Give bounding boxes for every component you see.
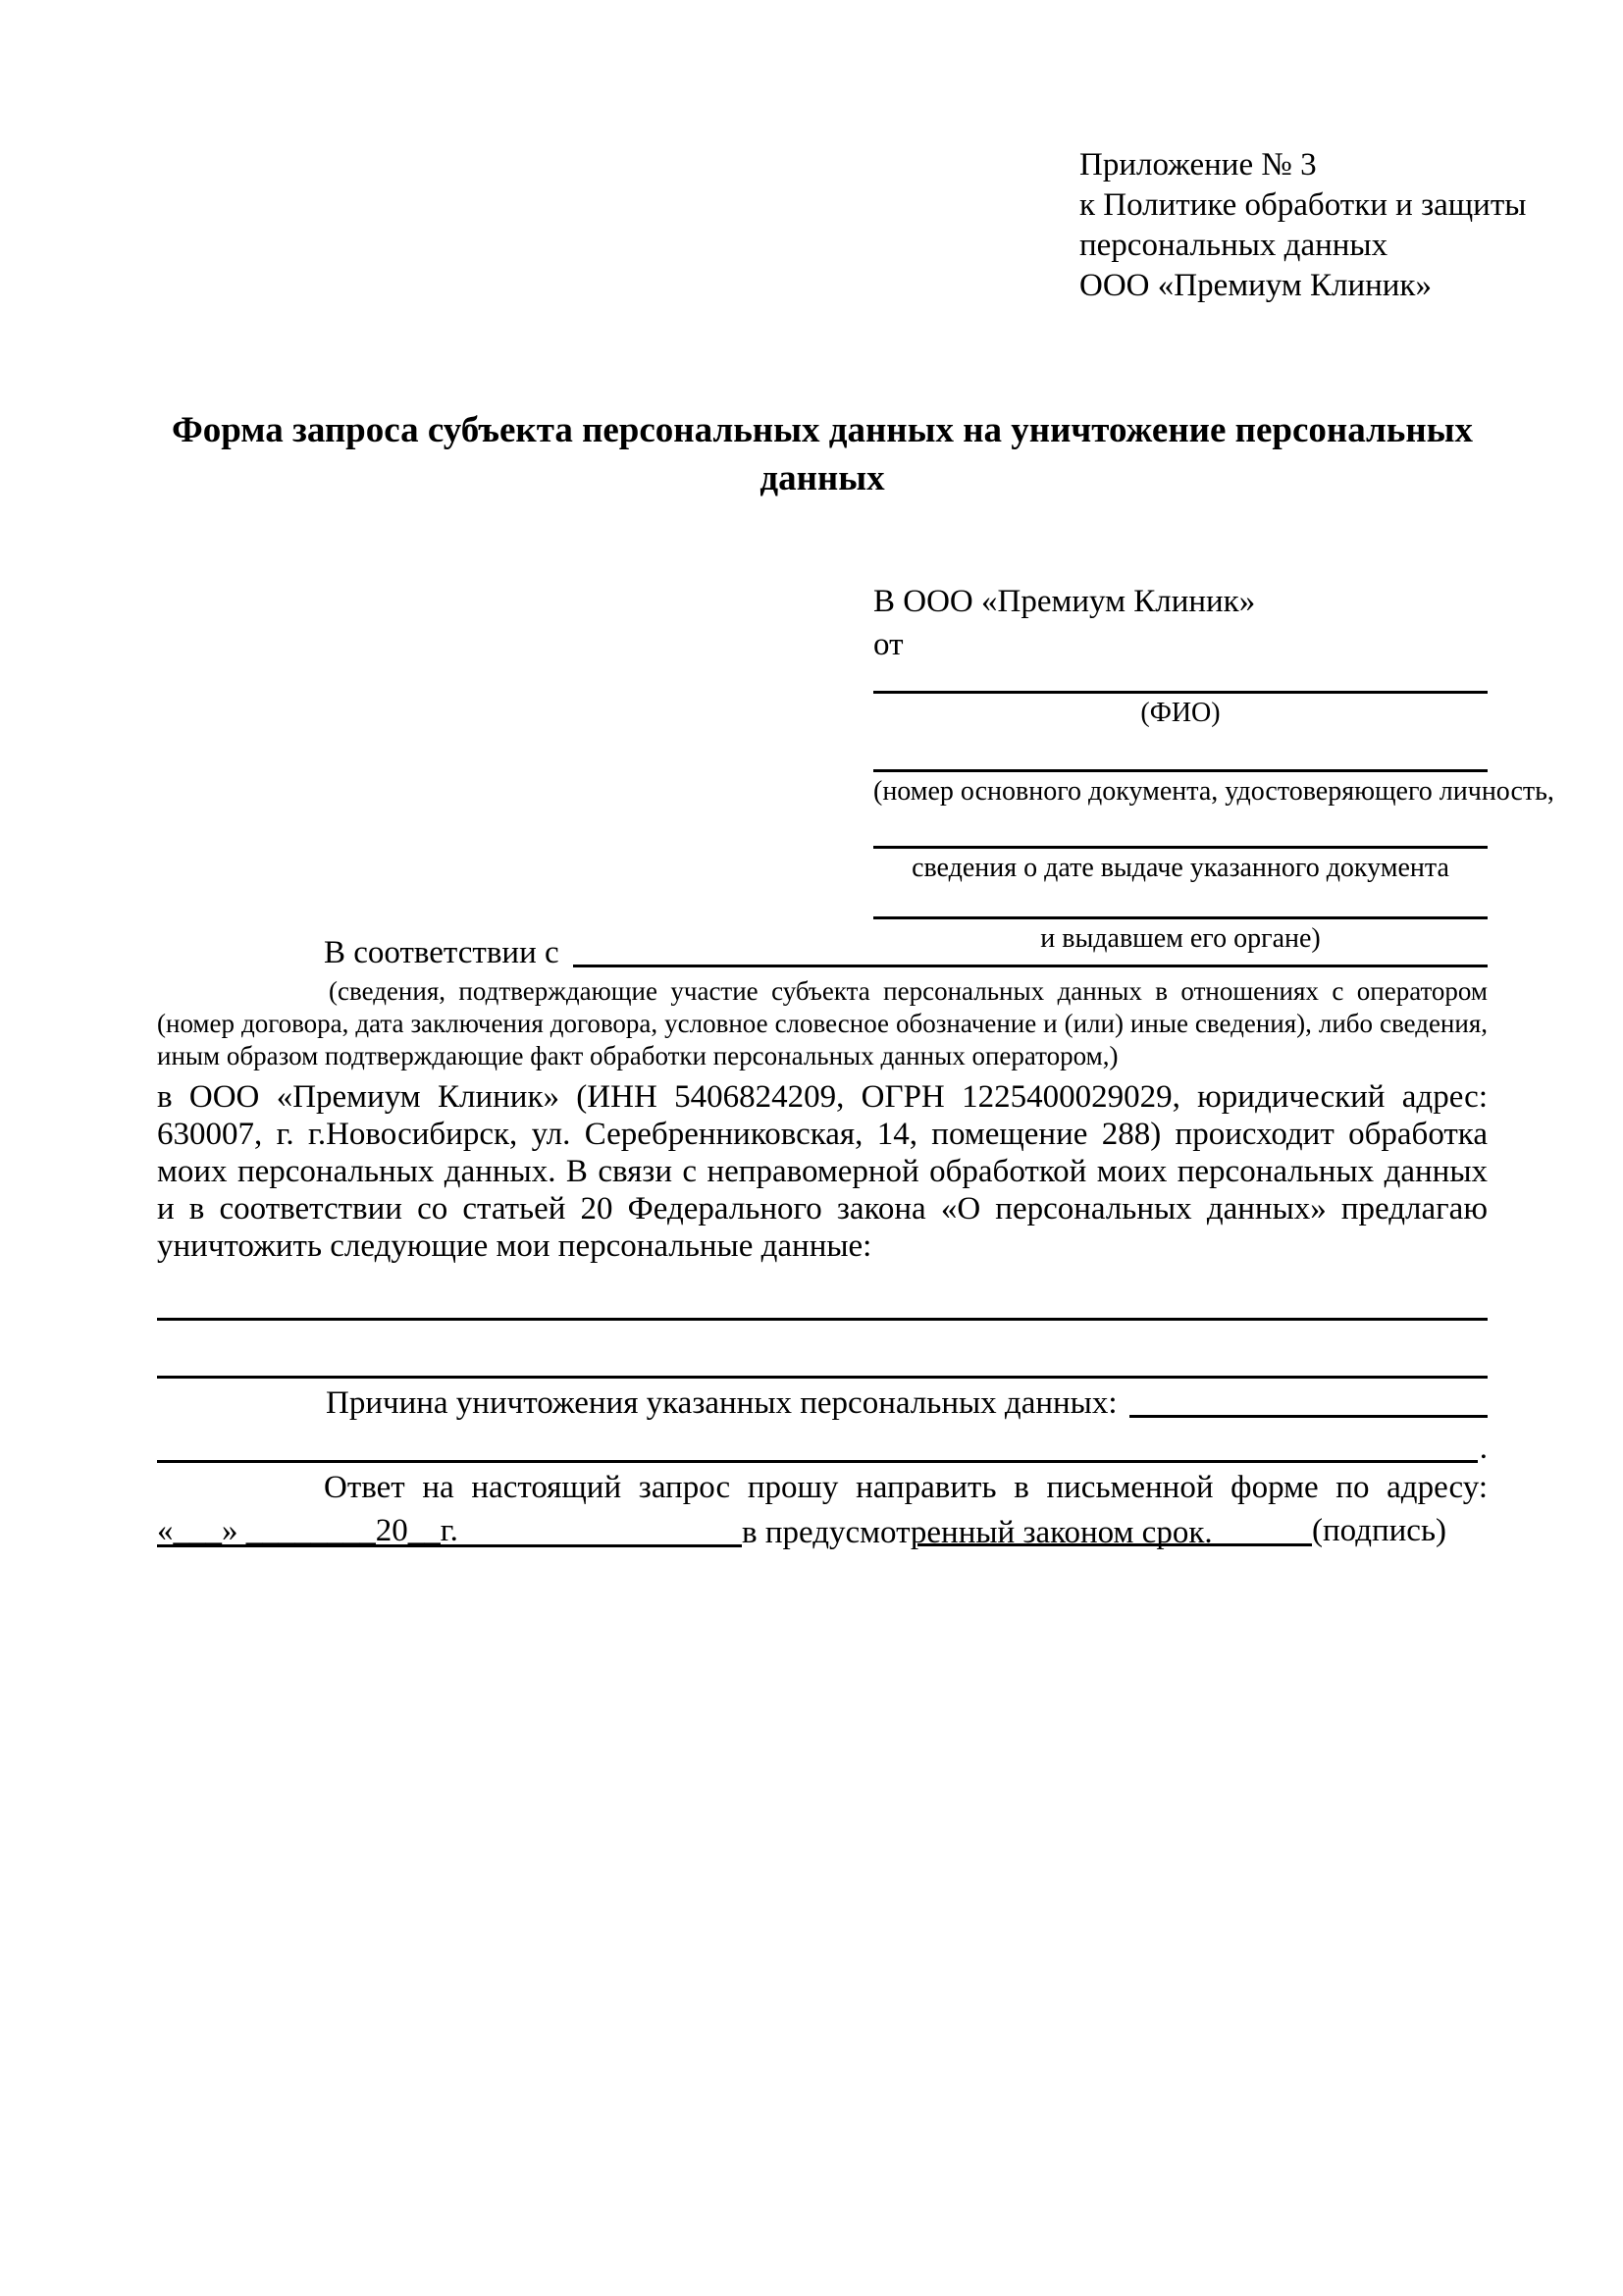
accordance-lead: В соответствии с xyxy=(324,935,559,970)
issue-date-caption: сведения о дате выдаче указанного документа xyxy=(912,853,1449,883)
appendix-header-line: к Политике обработки и защиты xyxy=(1079,187,1527,223)
document-title: Форма запроса субъекта персональных данных на уничтожение персональных данных xyxy=(171,410,1474,498)
reason-continuation-row xyxy=(157,1430,1488,1467)
answer-sentence: Ответ на настоящий запрос прошу направить в письменной форме по адресу: xyxy=(324,1470,1488,1505)
addressee-block xyxy=(873,581,1554,956)
appendix-header-line: персональных данных xyxy=(1079,228,1388,263)
fio-blank-line xyxy=(873,691,1488,694)
signature-block xyxy=(917,1511,1488,1550)
addressee-to: В ООО «Премиум Клиник» xyxy=(873,584,1256,619)
document-body xyxy=(157,934,1488,1551)
main-paragraph: в ООО «Премиум Клиник» (ИНН 5406824209, ОГРН 1225400029029, юридический адрес: 630007, г. г.Новосибирск, ул. Серебренниковская, 14, помещение 288) происходит обработка моих персональных данных. В связи с неправомерной обработкой моих персональных данных и в соответствии со статьей 20 Федерального закона «О персональных данных» предлагаю уничтожить следующие мои персональные данные: xyxy=(157,1079,1488,1264)
document-number-caption: (номер основного документа, удостоверяющего личность, xyxy=(873,776,1554,807)
date-line: «___» ________20__г. xyxy=(157,1513,458,1548)
appendix-header xyxy=(1079,145,1526,306)
issuing-authority-blank-line xyxy=(873,916,1488,919)
personal-data-blank-line xyxy=(157,1318,1488,1321)
document-number-blank-line xyxy=(873,769,1488,772)
accordance-row xyxy=(157,934,1488,971)
accordance-blank-line xyxy=(573,965,1488,967)
reason-row xyxy=(157,1384,1488,1422)
answer-tail: в предусмотренный законом срок. xyxy=(742,1515,1213,1550)
reason-blank-line xyxy=(1129,1415,1488,1418)
reason-label: Причина уничтожения указанных персональных данных: xyxy=(326,1385,1118,1421)
signature-blank-line xyxy=(917,1543,1312,1546)
sentence-period: . xyxy=(1479,1431,1488,1466)
reason-blank-line-2 xyxy=(157,1460,1478,1463)
fio-caption: (ФИО) xyxy=(1140,698,1221,728)
appendix-header-line: Приложение № 3 xyxy=(1079,147,1317,183)
issuing-authority-caption: и выдавшем его органе) xyxy=(1040,923,1321,954)
document-footer xyxy=(157,1511,1488,1550)
addressee-from-label: от xyxy=(873,627,904,662)
signature-caption: (подпись) xyxy=(1312,1513,1446,1548)
personal-data-blank-line xyxy=(157,1376,1488,1379)
accordance-note: (сведения, подтверждающие участие субъекта персональных данных в отношениях с оператором (номер договора, дата заключения договора, условное словесное обозначение и (или) иные сведения), либо сведения, иным образом подтверждающие факт обработки персональных данных оператором,) xyxy=(157,976,1488,1070)
issue-date-blank-line xyxy=(873,846,1488,849)
appendix-header-line: ООО «Премиум Клиник» xyxy=(1079,268,1432,303)
